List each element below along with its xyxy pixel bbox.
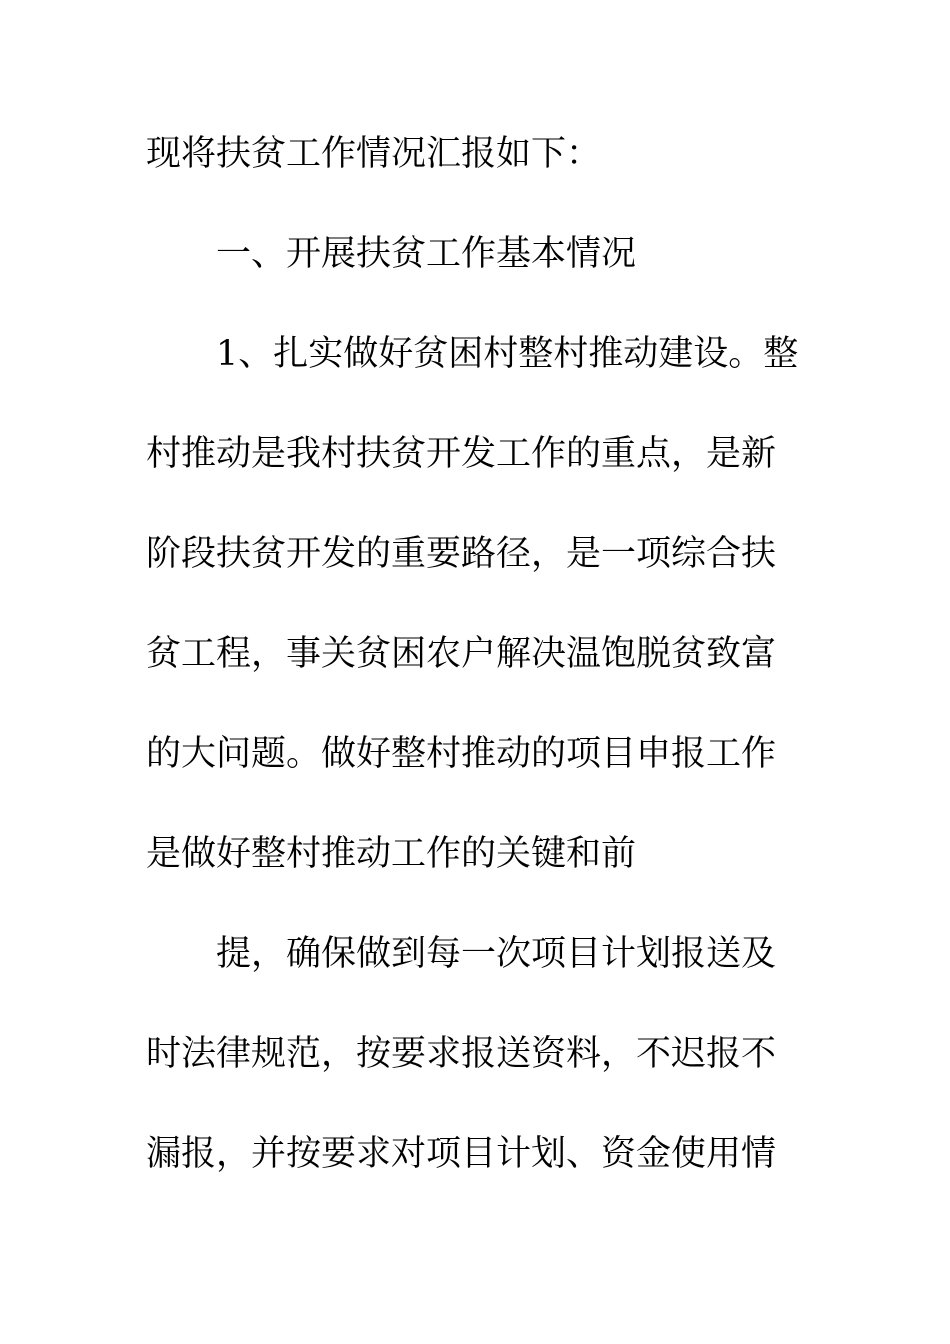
paragraph-line: 村推动是我村扶贫开发工作的重点，是新 xyxy=(146,434,777,474)
paragraph-line: 阶段扶贫开发的重要路径，是一项综合扶 xyxy=(146,534,777,574)
paragraph-line: 1、扎实做好贫困村整村推动建设。整 xyxy=(216,334,799,374)
paragraph-line: 漏报，并按要求对项目计划、资金使用情 xyxy=(146,1134,777,1174)
paragraph-line: 时法律规范，按要求报送资料，不迟报不 xyxy=(146,1034,777,1074)
paragraph-line: 贫工程，事关贫困农户解决温饱脱贫致富 xyxy=(146,634,777,674)
text-line-intro: 现将扶贫工作情况汇报如下： xyxy=(146,134,602,174)
paragraph-line: 提，确保做到每一次项目计划报送及 xyxy=(216,934,777,974)
section-heading: 一、开展扶贫工作基本情况 xyxy=(216,234,637,274)
paragraph-line: 的大问题。做好整村推动的项目申报工作 xyxy=(146,734,777,774)
paragraph-line: 是做好整村推动工作的关键和前 xyxy=(146,834,637,874)
